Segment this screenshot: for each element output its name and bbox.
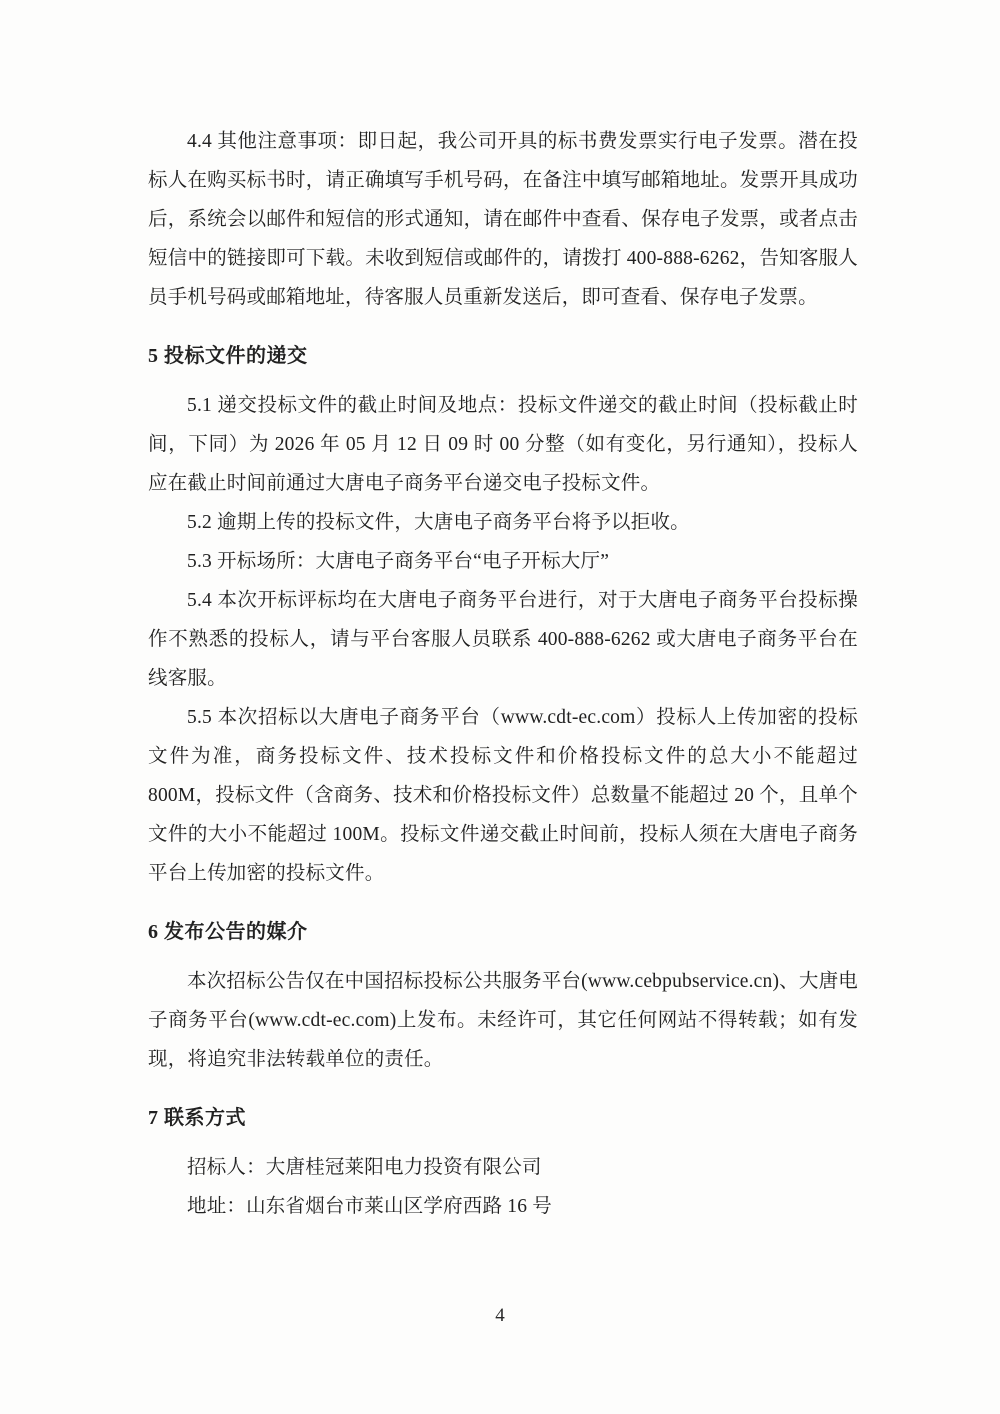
contact-bidder-line: 招标人：大唐桂冠莱阳电力投资有限公司 <box>187 1157 542 1178</box>
paragraph-6-announcement-media: 本次招标公告仅在中国招标投标公共服务平台(www.cebpubservice.cn)、大唐电子商务平台(www.cdt-ec.com)上发布。未经许可，其它任何网站不得转载；如有发现，将追究非法转载单位的责任。 <box>148 971 858 1070</box>
document-body <box>148 122 858 1226</box>
paragraph-5-2-late-submission: 5.2 逾期上传的投标文件，大唐电子商务平台将予以拒收。 <box>187 512 690 533</box>
section-5-heading: 5 投标文件的递交 <box>148 345 308 367</box>
contact-address-line: 地址：山东省烟台市莱山区学府西路 16 号 <box>187 1196 552 1217</box>
section-6-heading: 6 发布公告的媒介 <box>148 921 308 943</box>
page-footer <box>0 1303 1000 1329</box>
paragraph-5-4-platform-support: 5.4 本次开标评标均在大唐电子商务平台进行，对于大唐电子商务平台投标操作不熟悉的投标人，请与平台客服人员联系 400-888-6262 或大唐电子商务平台在线客服。 <box>148 590 858 689</box>
paragraph-5-1-submission-deadline: 5.1 递交投标文件的截止时间及地点：投标文件递交的截止时间（投标截止时间，下同）为 2026 年 05 月 12 日 09 时 00 分整（如有变化，另行通知），投标人应在截止时间前通过大唐电子商务平台递交电子投标文件。 <box>148 395 858 494</box>
paragraph-4-4-other-notes: 4.4 其他注意事项：即日起，我公司开具的标书费发票实行电子发票。潜在投标人在购买标书时，请正确填写手机号码，在备注中填写邮箱地址。发票开具成功后，系统会以邮件和短信的形式通知，请在邮件中查看、保存电子发票，或者点击短信中的链接即可下载。未收到短信或邮件的，请拨打 400-888-6262，告知客服人员手机号码或邮箱地址，待客服人员重新发送后，即可查看、保存电子发票。 <box>148 131 858 308</box>
paragraph-5-5-file-size-limits: 5.5 本次招标以大唐电子商务平台（www.cdt-ec.com）投标人上传加密的投标文件为准，商务投标文件、技术投标文件和价格投标文件的总大小不能超过 800M，投标文件（含商务、技术和价格投标文件）总数量不能超过 20 个，且单个文件的大小不能超过 100M。投标文件递交截止时间前，投标人须在大唐电子商务平台上传加密的投标文件。 <box>148 707 858 884</box>
section-7-heading: 7 联系方式 <box>148 1107 246 1129</box>
page-number: 4 <box>495 1305 505 1326</box>
paragraph-5-3-bid-opening-venue: 5.3 开标场所：大唐电子商务平台“电子开标大厅” <box>187 551 610 572</box>
